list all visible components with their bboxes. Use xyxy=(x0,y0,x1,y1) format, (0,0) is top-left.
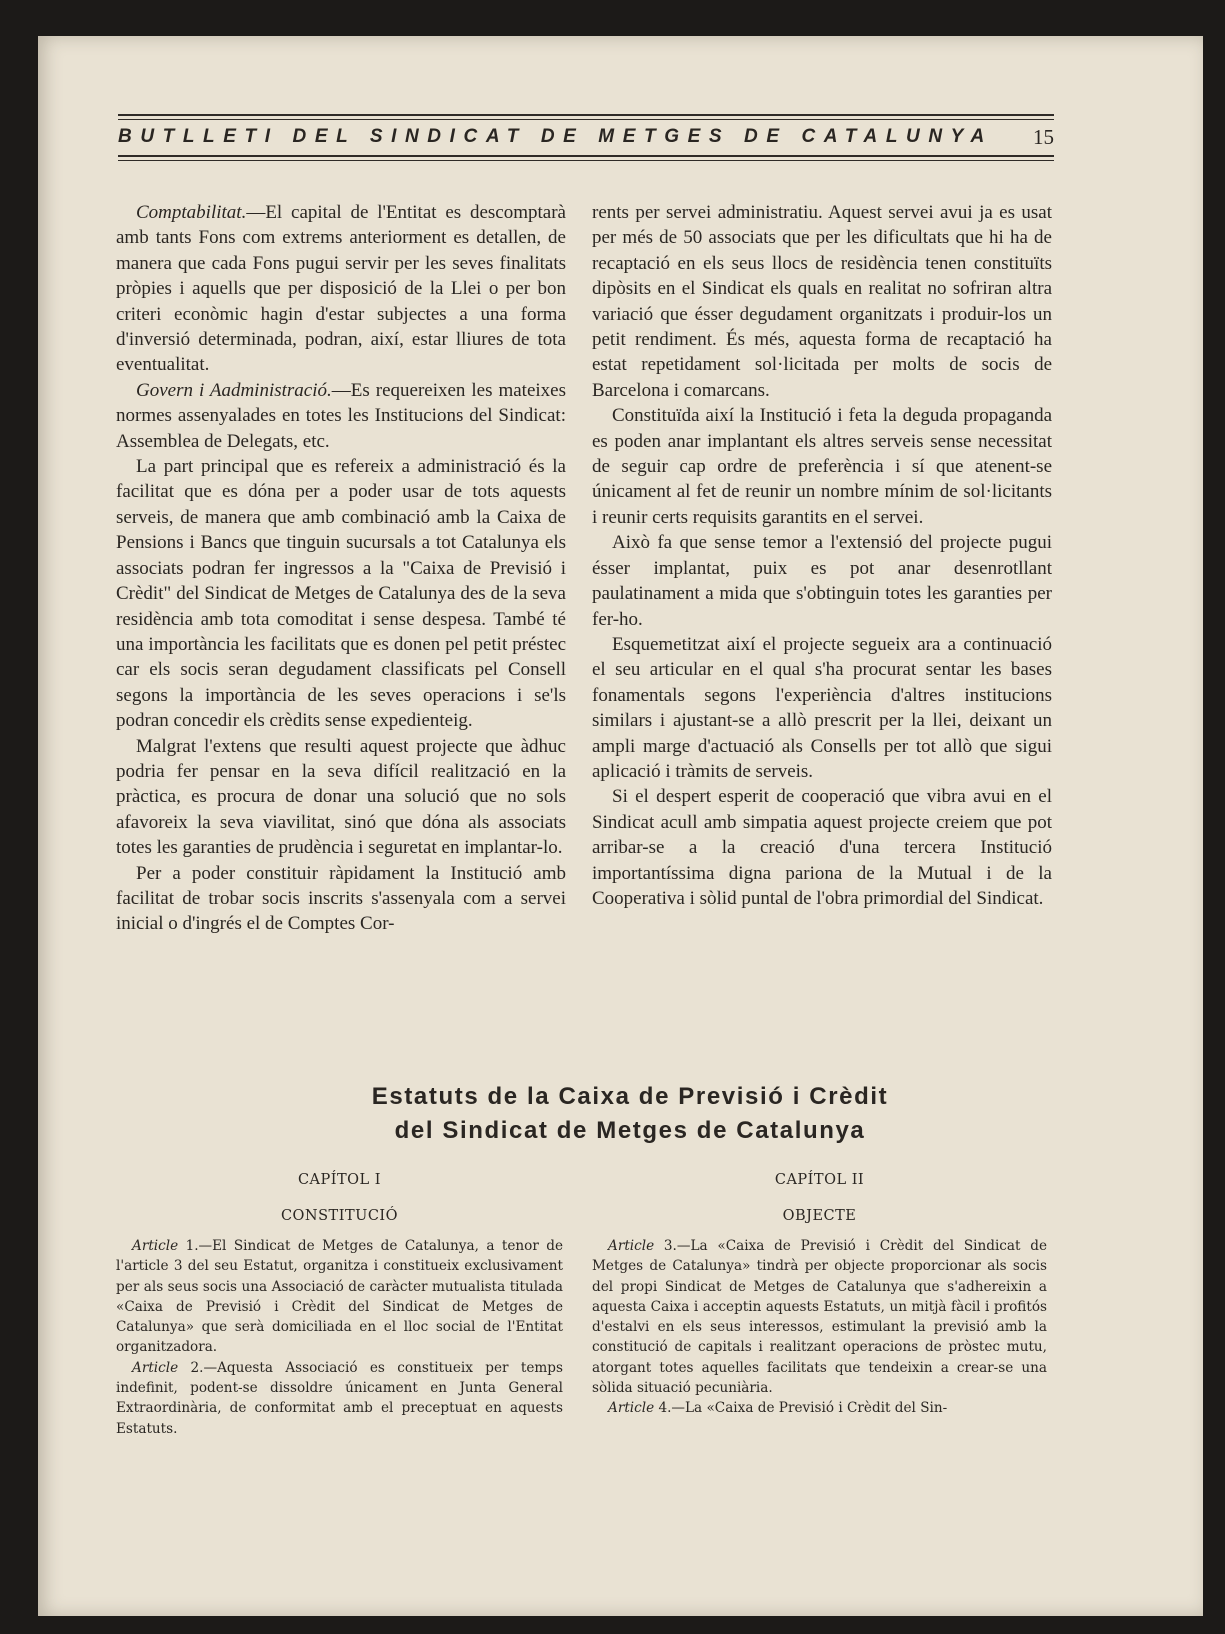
chapter-1-heading: CAPÍTOL I xyxy=(297,1172,382,1188)
statutes-title-line-2: del Sindicat de Metges de Catalunya xyxy=(394,1117,866,1144)
chapter-1-subtitle: CONSTITUCIÓ xyxy=(280,1208,399,1224)
article-3 xyxy=(592,1236,1047,1398)
header-rule-bottom xyxy=(118,155,1054,157)
paragraph: Això fa que sense temor a l'extensió del projecte pugui ésser implantat, puix es pot anar desenrotllant paulatinament a mida que s'obtinguin totes les garanties per fer-ho. xyxy=(592,532,1052,630)
header-rule-top xyxy=(118,114,1054,116)
paragraph: La part principal que es refereix a administració és la facilitat que es dóna per a poder usar de tots aquests serveis, de manera que amb combinació amb la Caixa de Pensions i Bancs que tinguin sucursals a tot Catalunya els associats podran fer ingressos a la "Caixa de Previsió i Crèdit" del Sindicat de Metges de Catalunya des de la seva residència amb tota comoditat i sense despesa. També té una importància les facilitats que es donen pel petit préstec car els socis seran degudament classificats pel Consell segons la importància de les seves operacions i se'ls podran concedir els crèdits sense expedienteig. xyxy=(116,456,566,732)
article-lead: Article xyxy=(132,1238,179,1254)
journal-title: BUTLLETI DEL SINDICAT DE METGES DE CATALUNYA xyxy=(118,126,993,147)
page-number: 15 xyxy=(1033,125,1054,149)
statutes-title-line-1: Estatuts de la Caixa de Previsió i Crèdit xyxy=(371,1083,889,1110)
header-rule-bottom-thin xyxy=(118,160,1054,161)
article-1 xyxy=(116,1236,563,1358)
running-header xyxy=(118,114,1054,162)
paragraph xyxy=(116,378,566,454)
left-column xyxy=(116,200,566,937)
article-text: 4.—La «Caixa de Previsió i Crèdit del Sin- xyxy=(654,1400,948,1417)
statutes-title xyxy=(200,1080,1060,1148)
paragraph xyxy=(116,200,566,378)
statutes-right-column xyxy=(592,1236,1047,1419)
right-column xyxy=(592,200,1052,911)
article-text: 2.—Aquesta Associació es constitueix per temps indefinit, podent-se dissoldre únicament en Junta General Extraordinària, de conformitat amb el preceptuat en aquests Estatuts. xyxy=(116,1359,563,1437)
article-text: 3.—La «Caixa de Previsió i Crèdit del Sindicat de Metges de Catalunya» tindrà per objecte proporcionar als socis del propi Sindicat de Metges de Catalunya que s'adhereixin a aquesta Caixa i acceptin aquests Estatuts, un mitjà fàcil i profitós d'estalvi en els seus interessos, estimulant la previsió amb la constitució de capitals i realitzant operacions de pròstec mutu, atorgant totes aquelles facilitats que tendeixin a crear-se una sòlida situació pecuniària. xyxy=(592,1238,1047,1397)
paragraph: Per a poder constituir ràpidament la Institució amb facilitat de trobar socis inscrits s'assenyala com a servei inicial o d'ingrés el de Comptes Cor- xyxy=(116,862,566,935)
paragraph-text: —El capital de l'Entitat es descomptarà amb tants Fons com extrems anteriorment es detallen, de manera que cada Fons pugui servir per les seves finalitats pròpies i aquells que per disposició de la Llei o per bon criteri econòmic hagin d'estar subjectes a una forma d'inversió determinada, podran, així, estar lliures de tota eventualitat. xyxy=(116,202,566,376)
chapter-2-heading: CAPÍTOL II xyxy=(774,1172,865,1188)
paragraph-text: —Es requereixen les mateixes normes assenyalades en totes les Institucions del Sindicat: Assemblea de Delegats, etc. xyxy=(116,379,566,452)
paragraph: Malgrat l'extens que resulti aquest projecte que àdhuc podria fer pensar en la seva difícil realització en la pràctica, es procura de donar una solució que no sols afavoreix la seva viavilitat, sinó que dóna als associats totes les garanties de prudència i seguretat en implantar-lo. xyxy=(116,735,566,859)
paragraph: Si el despert esperit de cooperació que vibra avui en el Sindicat acull amb simpatia aquest projecte creiem que pot arribar-se a la creació d'una tercera Institució importantíssima digna pariona de la Mutual i de la Cooperativa i sòlid puntal de l'obra primordial del Sindicat. xyxy=(592,786,1052,909)
paragraph: Esquemetitzat així el projecte segueix ara a continuació el seu articular en el qual s'ha procurat sentar les bases fonamentals segons l'experiència d'altres institucions similars i ajustant-se a allò prescrit per la llei, deixant un ampli marge d'actuació als Consells per tot allò que sigui aplicació i tràmits de serveis. xyxy=(592,633,1052,782)
article-lead: Article xyxy=(608,1400,655,1417)
paragraph-lead: Govern i Aadministració. xyxy=(136,379,332,401)
article-4 xyxy=(592,1398,1047,1418)
paragraph: rents per servei administratiu. Aquest servei avui ja es usat per més de 50 associats que per les dificultats que hi ha de recaptació en els seus llocs de residència tenen constituïts dipòsits en el Sindicat els quals en realitat no sofriran altra variació que ésser degudament organitzats i produir-los un petit rendiment. És més, aquesta forma de recaptació ha estat repetidament sol·licitada per molts de socis de Barcelona i comarcans. xyxy=(592,202,1052,401)
paragraph: Constituïda així la Institució i feta la deguda propaganda es poden anar implantant els altres serveis sense necessitat de seguir cap ordre de preferència i sí que atenent-se únicament al fet de reunir un nombre mínim de sol·licitants i reunir certs requisits garantits en el servei. xyxy=(592,405,1052,528)
article-lead: Article xyxy=(608,1238,655,1254)
header-rule-top-thin xyxy=(118,119,1054,120)
chapter-2-subtitle: OBJECTE xyxy=(782,1208,857,1224)
paragraph-lead: Comptabilitat. xyxy=(136,202,247,223)
article-lead: Article xyxy=(132,1359,179,1376)
article-2 xyxy=(116,1358,563,1439)
article-text: 1.—El Sindicat de Metges de Catalunya, a tenor de l'article 3 del seu Estatut, organitza i constitueix exclusivament per als seus socis una Associació de caràcter mutualista titulada «Caixa de Previsió i Crèdit del Sindicat de Metges de Catalunya» que serà domiciliada en el lloc social de l'Entitat organitzadora. xyxy=(116,1238,563,1356)
statutes-left-column xyxy=(116,1236,563,1439)
